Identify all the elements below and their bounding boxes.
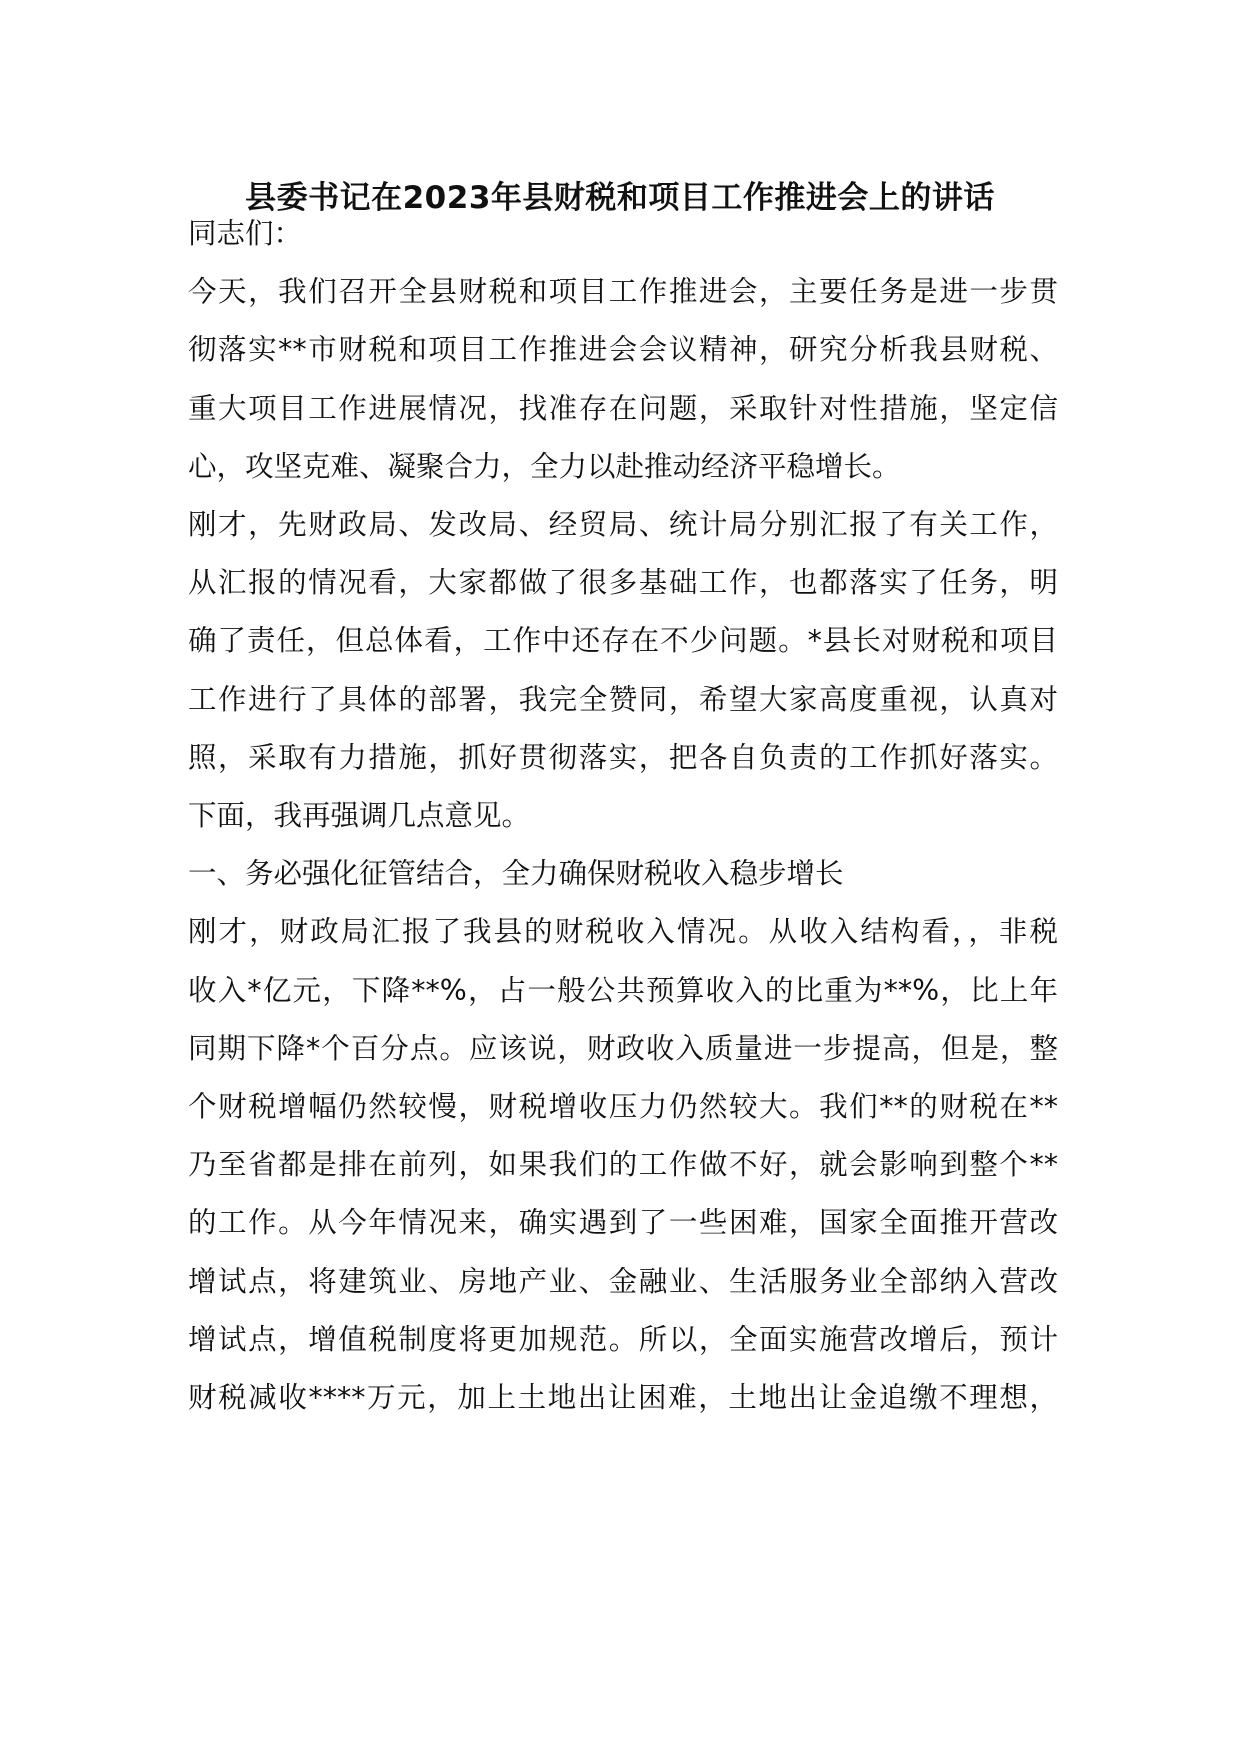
body-line: 照，采取有力措施，抓好贯彻落实，把各自负责的工作抓好落实。 bbox=[188, 740, 1058, 774]
body-line: 刚才，财政局汇报了我县的财税收入情况。从收入结构看，，非税 bbox=[188, 915, 1058, 949]
body-line: 下面，我再强调几点意见。 bbox=[188, 799, 531, 832]
body-line: 乃至省都是排在前列，如果我们的工作做不好，就会影响到整个** bbox=[188, 1148, 1058, 1182]
body-line: 财税减收****万元，加上土地出让困难，土地出让金追缴不理想， bbox=[188, 1381, 1058, 1414]
document-title: 县委书记在2023年县财税和项目工作推进会上的讲话 bbox=[245, 180, 995, 216]
body-line: 个财税增幅仍然较慢，财税增收压力仍然较大。我们**的财税在** bbox=[188, 1090, 1058, 1123]
body-line: 重大项目工作进展情况，找准存在问题，采取针对性措施，坚定信 bbox=[188, 391, 1058, 425]
body-line: 同期下降*个百分点。应该说，财政收入质量进一步提高，但是，整 bbox=[188, 1031, 1058, 1065]
body-line: 的工作。从今年情况来，确实遇到了一些困难，国家全面推开营改 bbox=[188, 1206, 1058, 1240]
body-line: 同志们： bbox=[188, 217, 303, 250]
body-line: 一、务必强化征管结合，全力确保财税收入稳步增长 bbox=[188, 857, 844, 891]
body-line: 确了责任，但总体看，工作中还存在不少问题。*县长对财税和项目 bbox=[188, 624, 1058, 658]
body-line: 彻落实**市财税和项目工作推进会会议精神，研究分析我县财税、 bbox=[188, 333, 1058, 367]
body-line: 工作进行了具体的部署，我完全赞同，希望大家高度重视，认真对 bbox=[188, 682, 1058, 716]
body-line: 增试点，增值税制度将更加规范。所以，全面实施营改增后，预计 bbox=[188, 1322, 1058, 1356]
body-line: 心，攻坚克难、凝聚合力，全力以赴推动经济平稳增长。 bbox=[188, 449, 901, 483]
body-line: 收入*亿元，下降**%，占一般公共预算收入的比重为**%，比上年 bbox=[188, 973, 1058, 1007]
body-line: 增试点，将建筑业、房地产业、金融业、生活服务业全部纳入营改 bbox=[188, 1264, 1058, 1298]
body-line: 今天，我们召开全县财税和项目工作推进会，主要任务是进一步贯 bbox=[188, 275, 1058, 309]
body-line: 从汇报的情况看，大家都做了很多基础工作，也都落实了任务，明 bbox=[188, 566, 1058, 600]
body-line: 刚才，先财政局、发改局、经贸局、统计局分别汇报了有关工作， bbox=[188, 508, 1058, 541]
